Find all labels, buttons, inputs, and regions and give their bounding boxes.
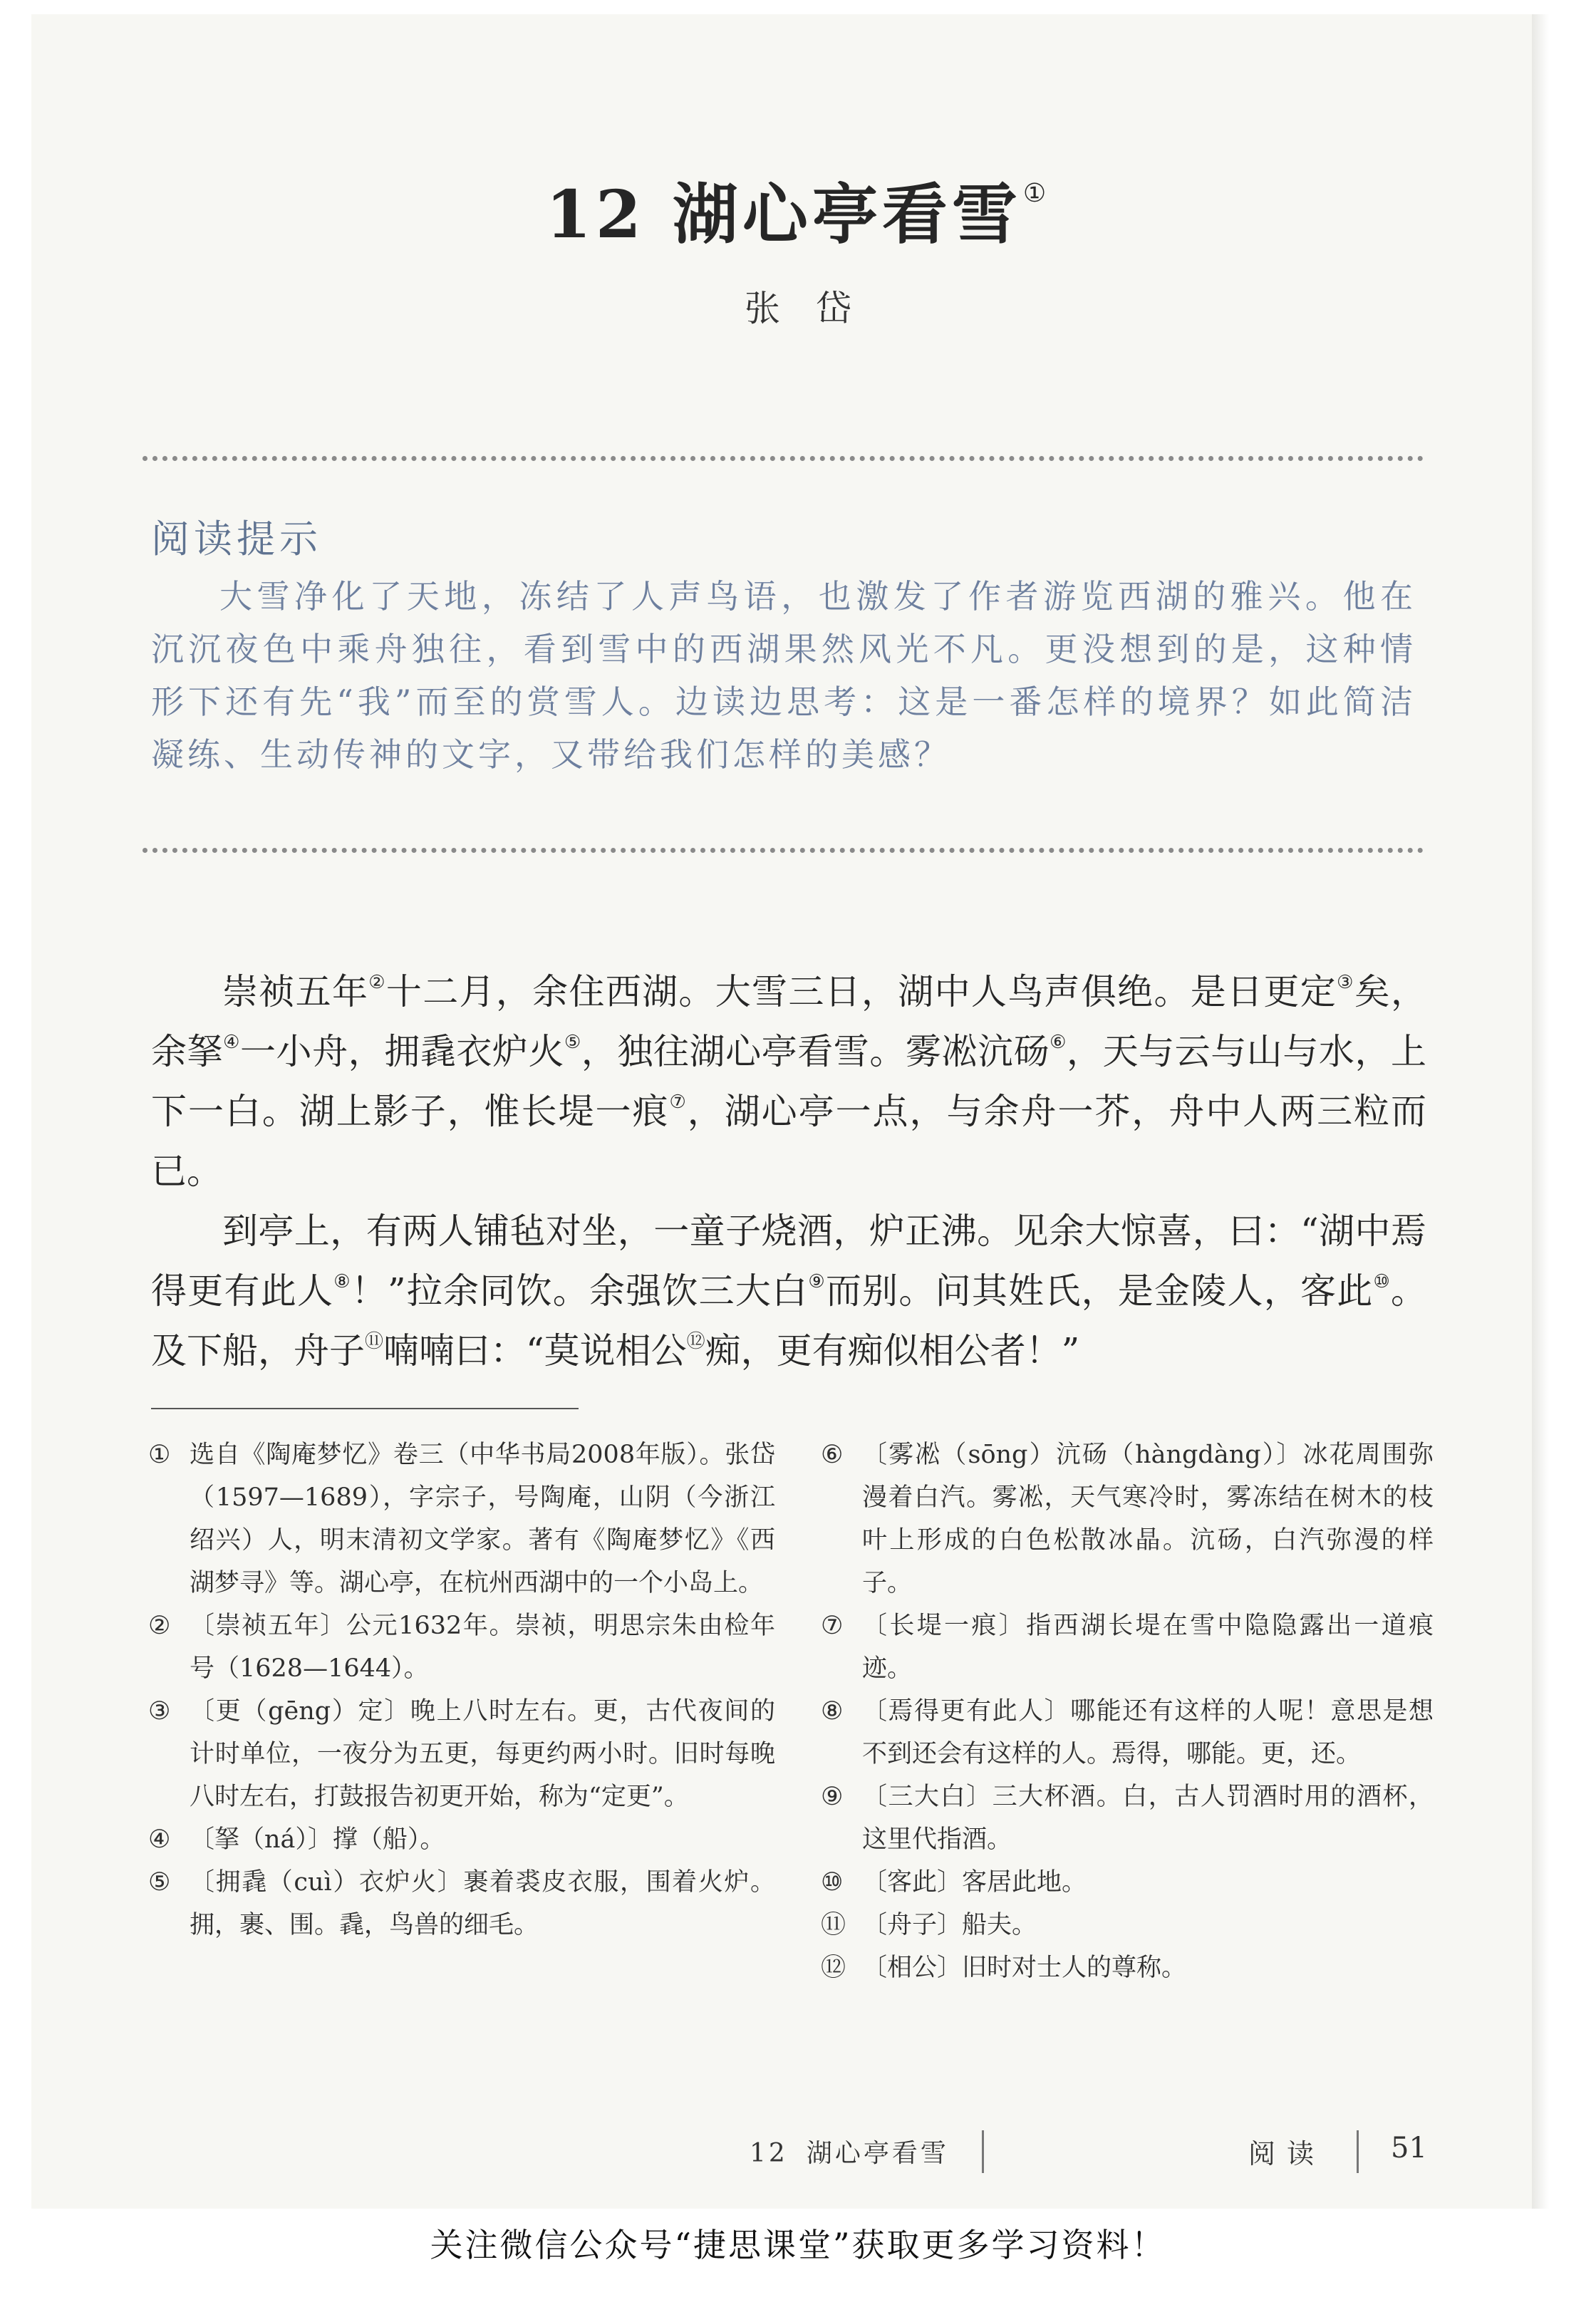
footer-lesson-title: 湖心亭看雪	[806, 2139, 949, 2168]
footnote-ref-5[interactable]: ⑤	[564, 1032, 581, 1053]
footnote-5	[148, 1861, 775, 1946]
paragraph-1	[151, 962, 1426, 1201]
main-text	[151, 962, 1426, 1381]
footnote-7	[821, 1604, 1434, 1690]
footnote-text: 〔相公〕旧时对士人的尊称。	[862, 1954, 1187, 1982]
footnote-ref-10[interactable]: ⑩	[1373, 1271, 1392, 1292]
text-run: ！”拉余同饮。余强饮三大白	[351, 1270, 809, 1312]
footnote-number: ③	[148, 1697, 171, 1726]
footer-lesson-number: 12	[750, 2139, 788, 2168]
footnote-12	[821, 1946, 1434, 1989]
footnote-number: ⑥	[821, 1441, 844, 1469]
footnote-ref-2[interactable]: ②	[368, 972, 386, 993]
footnote-9	[821, 1775, 1434, 1861]
footnote-ref-3[interactable]: ③	[1337, 972, 1354, 993]
text-run: 喃喃曰：“莫说相公	[383, 1330, 687, 1372]
footnote-number: ⑩	[821, 1868, 844, 1897]
footnote-text: 〔焉得更有此人〕哪能还有这样的人呢！意思是想不到还会有这样的人。焉得，哪能。更，还。	[862, 1697, 1434, 1768]
reading-hint-body: 大雪净化了天地，冻结了人声鸟语，也激发了作者游览西湖的雅兴。他在沉沉夜色中乘舟独往，看到雪中的西湖果然风光不凡。更没想到的是，这种情形下还有先“我”而至的赏雪人。边读边思考：这是一番怎样的境界？如此简洁凝练、生动传神的文字，又带给我们怎样的美感？	[151, 577, 1416, 774]
paragraph-2	[151, 1201, 1426, 1381]
footnote-number: ①	[148, 1441, 171, 1469]
footnote-number: ②	[148, 1612, 171, 1640]
footnote-6	[821, 1434, 1434, 1604]
footnote-text: 〔更（gēng）定〕晚上八时左右。更，古代夜间的计时单位，一夜分为五更，每更约两小时。旧时每晚八时左右，打鼓报告初更开始，称为“定更”。	[190, 1697, 775, 1811]
footnote-number: ⑨	[821, 1783, 844, 1811]
lesson-number: 12	[545, 176, 646, 253]
footnote-ref-4[interactable]: ④	[223, 1032, 240, 1053]
text-run: 。及下船，舟子	[151, 1270, 1427, 1372]
footnote-text: 〔雾凇（sōng）沆砀（hàngdàng）〕冰花周围弥漫着白汽。雾凇，天气寒冷时，雾冻结在树木的枝叶上形成的白色松散冰晶。沆砀，白汽弥漫的样子。	[862, 1441, 1434, 1597]
footnote-ref-6[interactable]: ⑥	[1050, 1032, 1067, 1053]
text-run: 崇祯五年	[222, 971, 369, 1012]
footnote-8	[821, 1690, 1434, 1775]
footnote-number: ⑫	[821, 1954, 846, 1982]
text-run: 而别。问其姓氏，是金陵人，客此	[825, 1270, 1374, 1312]
footnote-4	[148, 1818, 775, 1861]
footnote-10	[821, 1861, 1434, 1904]
text-run: 痴，更有痴似相公者！”	[705, 1330, 1080, 1372]
footnote-text: 〔三大白〕三大杯酒。白，古人罚酒时用的酒杯，这里代指酒。	[862, 1783, 1434, 1854]
reading-hint-heading: 阅读提示	[151, 517, 322, 561]
title-footnote-mark: ①	[1022, 179, 1051, 208]
footnote-text: 〔崇祯五年〕公元1632年。崇祯，明思宗朱由检年号（1628—1644）。	[190, 1612, 775, 1683]
text-run: ，独往湖心亭看雪。雾凇沆砀	[581, 1031, 1050, 1072]
footnote-number: ⑤	[148, 1868, 171, 1897]
footnote-text: 〔拏（ná）〕撑（船）。	[190, 1825, 445, 1854]
footnote-text: 〔客此〕客居此地。	[862, 1868, 1087, 1897]
text-run: 到亭上，有两人铺毡对坐，一童子烧酒，炉正沸。见余大惊喜，曰：“湖中焉得更有此人	[151, 1210, 1426, 1312]
author-name: 张岱	[745, 288, 887, 329]
text-run: 一小舟，拥毳衣炉火	[240, 1031, 565, 1072]
footnote-number: ⑧	[821, 1697, 844, 1726]
text-run: 十二月，余住西湖。大雪三日，湖中人鸟声俱绝。是日更定	[385, 971, 1337, 1012]
footer-separator	[982, 2130, 984, 2173]
footnote-11	[821, 1904, 1434, 1946]
footnote-number: ⑦	[821, 1612, 844, 1640]
footnote-number: ④	[148, 1825, 171, 1854]
text-run: ，湖心亭一点，与余舟一芥，舟中人两三粒而已。	[151, 1091, 1427, 1192]
watermark-text: 关注微信公众号“捷思课堂”获取更多学习资料！	[430, 2226, 1166, 2264]
footnote-2	[148, 1604, 775, 1690]
page-number: 51	[1391, 2132, 1427, 2165]
footnote-text: 〔长堤一痕〕指西湖长堤在雪中隐隐露出一道痕迹。	[862, 1612, 1434, 1683]
dotted-divider-bottom	[142, 848, 1424, 853]
text-run: ，天与云与山与水，上下一白。湖上影子，惟长堤一痕	[151, 1031, 1427, 1132]
lesson-title-text: 湖心亭看雪	[672, 176, 1022, 253]
text-run: 矣，余拏	[151, 971, 1427, 1072]
footnote-text: 选自《陶庵梦忆》卷三（中华书局2008年版）。张岱（1597—1689），字宗子，号陶庵，山阴（今浙江绍兴）人，明末清初文学家。著有《陶庵梦忆》《西湖梦寻》等。湖心亭，在杭州西湖中的一个小岛上。	[190, 1441, 775, 1597]
footnote-ref-9[interactable]: ⑨	[808, 1271, 826, 1292]
footnote-ref-8[interactable]: ⑧	[333, 1271, 351, 1292]
footnote-text: 〔拥毳（cuì）衣炉火〕裹着裘皮衣服，围着火炉。拥，裹、围。毳，鸟兽的细毛。	[190, 1868, 775, 1939]
dotted-divider-top	[142, 456, 1424, 461]
footnote-ref-12[interactable]: ⑫	[686, 1331, 705, 1352]
footnotes-right-column	[821, 1434, 1434, 1989]
running-footer-title	[750, 2136, 949, 2172]
footnote-number: ⑪	[821, 1911, 846, 1939]
footnote-3	[148, 1690, 775, 1818]
footer-section-label: 阅读	[1248, 2138, 1326, 2169]
footnote-ref-7[interactable]: ⑦	[669, 1092, 688, 1113]
footnote-text: 〔舟子〕船夫。	[862, 1911, 1037, 1939]
footer-separator	[1357, 2130, 1359, 2173]
footnote-1	[148, 1434, 775, 1604]
page-edge-shadow	[1532, 14, 1549, 2209]
footnote-rule	[151, 1408, 579, 1409]
footnotes-left-column	[148, 1434, 775, 1946]
lesson-title	[0, 151, 1596, 257]
footnote-ref-11[interactable]: ⑪	[365, 1331, 384, 1352]
